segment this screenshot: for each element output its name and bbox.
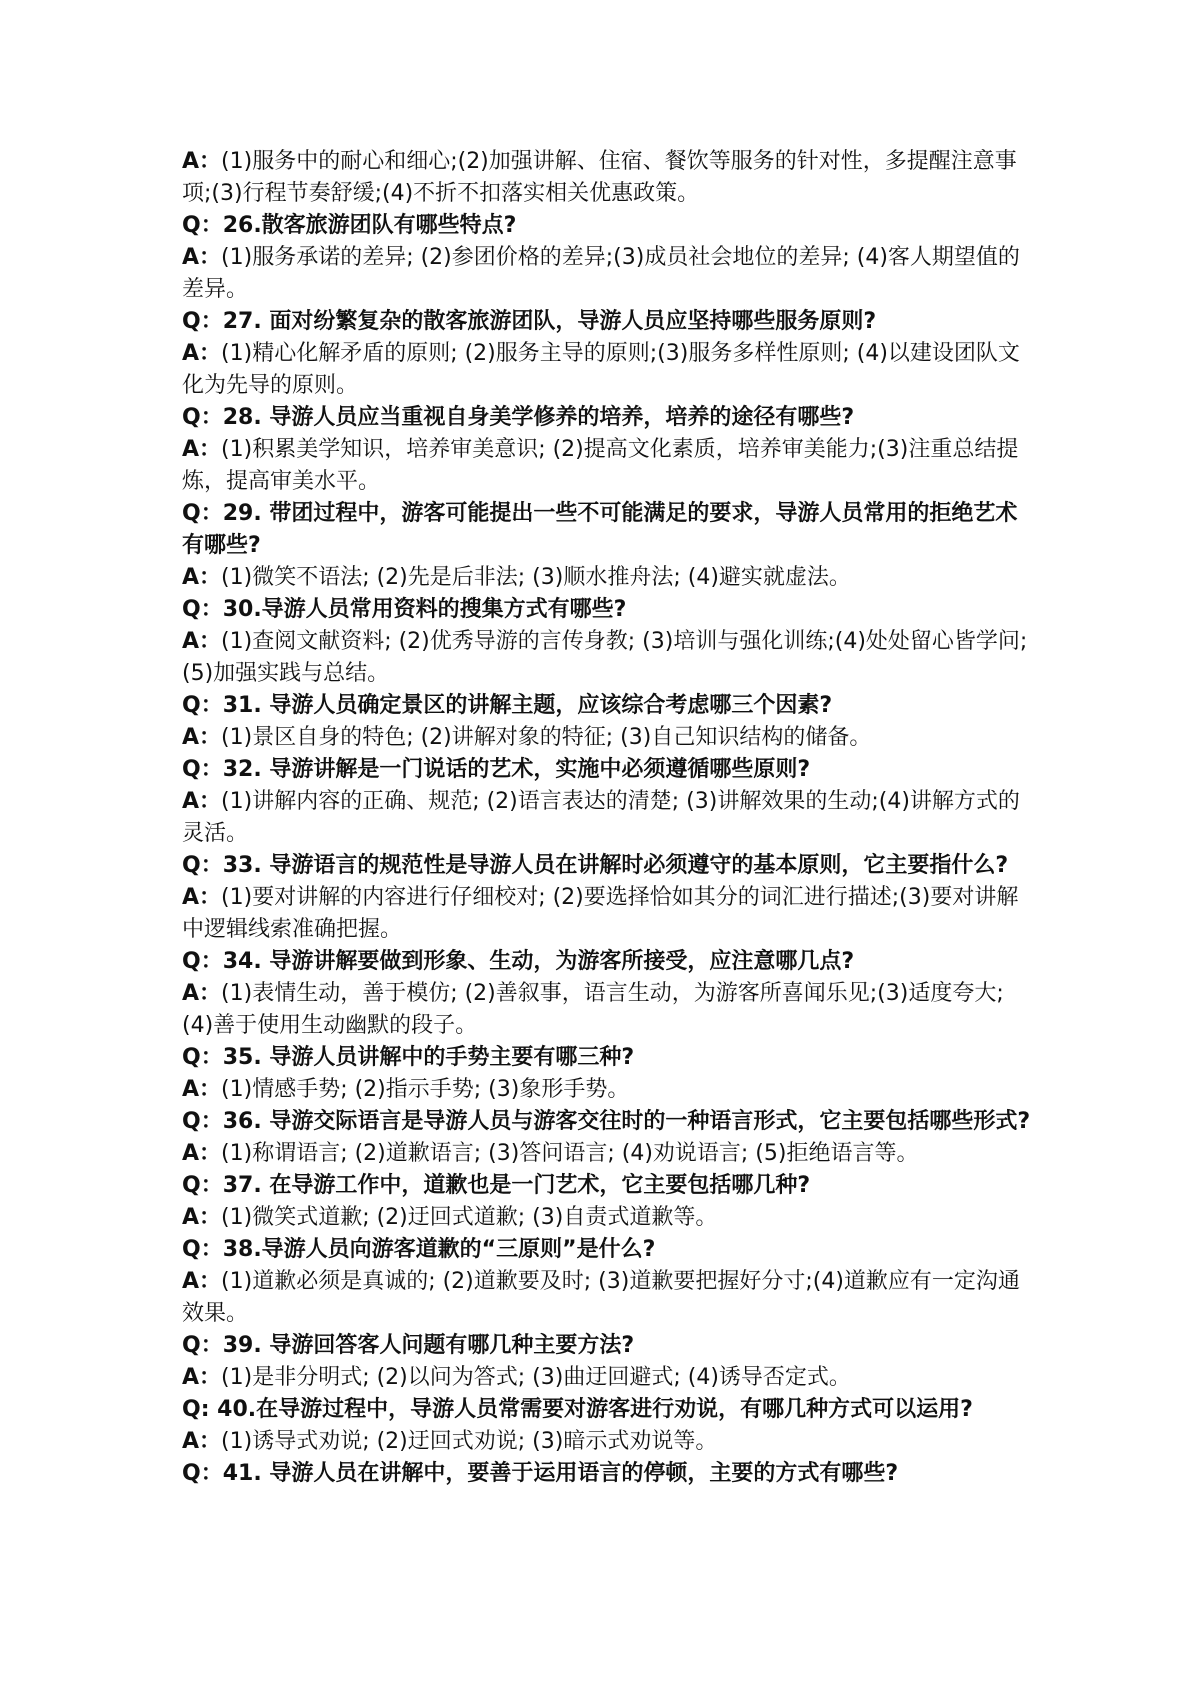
answer-prefix: A： bbox=[182, 1205, 222, 1230]
answer-line bbox=[182, 978, 1032, 1042]
answer-text: (1)是非分明式; (2)以问为答式; (3)曲迂回避式; (4)诱导否定式。 bbox=[221, 1365, 851, 1390]
answer-line bbox=[182, 146, 1032, 210]
question-text: 32. 导游讲解是一门说话的艺术，实施中必须遵循哪些原则? bbox=[222, 757, 811, 782]
answer-prefix: A： bbox=[182, 629, 222, 654]
question-prefix: Q： bbox=[182, 213, 223, 238]
question-prefix: Q： bbox=[182, 1461, 223, 1486]
question-prefix: Q： bbox=[182, 1173, 223, 1198]
question-text: 34. 导游讲解要做到形象、生动，为游客所接受，应注意哪几点? bbox=[222, 949, 855, 974]
answer-prefix: A： bbox=[182, 1269, 222, 1294]
question-prefix: Q： bbox=[182, 597, 223, 622]
question-line bbox=[182, 498, 1032, 562]
question-prefix: Q： bbox=[182, 853, 223, 878]
question-prefix: Q： bbox=[182, 949, 223, 974]
question-line bbox=[182, 1234, 1032, 1266]
answer-prefix: A： bbox=[182, 437, 222, 462]
answer-text: (1)查阅文献资料; (2)优秀导游的言传身教; (3)培训与强化训练;(4)处处留心皆学问; (5)加强实践与总结。 bbox=[182, 629, 1028, 686]
answer-prefix: A： bbox=[182, 1429, 222, 1454]
question-text: 29. 带团过程中，游客可能提出一些不可能满足的要求，导游人员常用的拒绝艺术有哪些? bbox=[182, 501, 1018, 558]
question-line bbox=[182, 1170, 1032, 1202]
question-text: 37. 在导游工作中，道歉也是一门艺术，它主要包括哪几种? bbox=[222, 1173, 811, 1198]
question-text: 33. 导游语言的规范性是导游人员在讲解时必须遵守的基本原则，它主要指什么? bbox=[222, 853, 1009, 878]
question-prefix: Q: bbox=[182, 1397, 218, 1422]
answer-line bbox=[182, 1266, 1032, 1330]
answer-line bbox=[182, 338, 1032, 402]
question-text: 40.在导游过程中，导游人员常需要对游客进行劝说，有哪几种方式可以运用? bbox=[217, 1397, 973, 1422]
answer-line bbox=[182, 1362, 1032, 1394]
question-prefix: Q： bbox=[182, 1237, 223, 1262]
answer-line bbox=[182, 626, 1032, 690]
question-prefix: Q： bbox=[182, 309, 223, 334]
answer-line bbox=[182, 1426, 1032, 1458]
question-prefix: Q： bbox=[182, 405, 223, 430]
question-line bbox=[182, 850, 1032, 882]
question-line bbox=[182, 946, 1032, 978]
question-text: 26.散客旅游团队有哪些特点? bbox=[222, 213, 517, 238]
question-text: 38.导游人员向游客道歉的“三原则”是什么? bbox=[222, 1237, 656, 1262]
question-line bbox=[182, 1106, 1032, 1138]
answer-line bbox=[182, 434, 1032, 498]
answer-text: (1)景区自身的特色; (2)讲解对象的特征; (3)自己知识结构的储备。 bbox=[221, 725, 872, 750]
answer-text: (1)微笑不语法; (2)先是后非法; (3)顺水推舟法; (4)避实就虚法。 bbox=[221, 565, 851, 590]
answer-line bbox=[182, 242, 1032, 306]
question-text: 36. 导游交际语言是导游人员与游客交往时的一种语言形式，它主要包括哪些形式? bbox=[222, 1109, 1031, 1134]
question-prefix: Q： bbox=[182, 501, 223, 526]
answer-prefix: A： bbox=[182, 341, 222, 366]
answer-text: (1)精心化解矛盾的原则; (2)服务主导的原则;(3)服务多样性原则; (4)以建设团队文化为先导的原则。 bbox=[182, 341, 1020, 398]
answer-text: (1)微笑式道歉; (2)迂回式道歉; (3)自责式道歉等。 bbox=[221, 1205, 718, 1230]
qa-content bbox=[182, 146, 1032, 1490]
answer-prefix: A： bbox=[182, 149, 222, 174]
answer-line bbox=[182, 722, 1032, 754]
answer-prefix: A： bbox=[182, 245, 222, 270]
answer-prefix: A： bbox=[182, 725, 222, 750]
question-line bbox=[182, 1394, 1032, 1426]
answer-prefix: A： bbox=[182, 981, 222, 1006]
question-text: 39. 导游回答客人问题有哪几种主要方法? bbox=[222, 1333, 635, 1358]
question-line bbox=[182, 754, 1032, 786]
question-line bbox=[182, 690, 1032, 722]
question-line bbox=[182, 1330, 1032, 1362]
question-text: 30.导游人员常用资料的搜集方式有哪些? bbox=[222, 597, 627, 622]
answer-text: (1)服务中的耐心和细心;(2)加强讲解、住宿、餐饮等服务的针对性，多提醒注意事项;(3)行程节奏舒缓;(4)不折不扣落实相关优惠政策。 bbox=[182, 149, 1017, 206]
answer-line bbox=[182, 1138, 1032, 1170]
answer-text: (1)服务承诺的差异; (2)参团价格的差异;(3)成员社会地位的差异; (4)客人期望值的差异。 bbox=[182, 245, 1020, 302]
question-prefix: Q： bbox=[182, 693, 223, 718]
answer-prefix: A： bbox=[182, 1141, 222, 1166]
answer-line bbox=[182, 562, 1032, 594]
question-line bbox=[182, 306, 1032, 338]
answer-text: (1)要对讲解的内容进行仔细校对; (2)要选择恰如其分的词汇进行描述;(3)要对讲解中逻辑线索准确把握。 bbox=[182, 885, 1019, 942]
question-line bbox=[182, 210, 1032, 242]
answer-text: (1)情感手势; (2)指示手势; (3)象形手势。 bbox=[221, 1077, 630, 1102]
answer-line bbox=[182, 882, 1032, 946]
question-prefix: Q： bbox=[182, 757, 223, 782]
question-line bbox=[182, 594, 1032, 626]
answer-text: (1)诱导式劝说; (2)迂回式劝说; (3)暗示式劝说等。 bbox=[221, 1429, 718, 1454]
answer-line bbox=[182, 1074, 1032, 1106]
answer-prefix: A： bbox=[182, 1077, 222, 1102]
question-text: 27. 面对纷繁复杂的散客旅游团队，导游人员应坚持哪些服务原则? bbox=[222, 309, 877, 334]
question-line bbox=[182, 1042, 1032, 1074]
question-line bbox=[182, 402, 1032, 434]
answer-text: (1)称谓语言; (2)道歉语言; (3)答问语言; (4)劝说语言; (5)拒绝语言等。 bbox=[221, 1141, 919, 1166]
answer-prefix: A： bbox=[182, 1365, 222, 1390]
answer-line bbox=[182, 1202, 1032, 1234]
answer-prefix: A： bbox=[182, 565, 222, 590]
answer-text: (1)积累美学知识，培养审美意识; (2)提高文化素质，培养审美能力;(3)注重总结提炼，提高审美水平。 bbox=[182, 437, 1019, 494]
answer-text: (1)表情生动，善于模仿; (2)善叙事，语言生动，为游客所喜闻乐见;(3)适度夸大; (4)善于使用生动幽默的段子。 bbox=[182, 981, 1004, 1038]
answer-text: (1)讲解内容的正确、规范; (2)语言表达的清楚; (3)讲解效果的生动;(4)讲解方式的灵活。 bbox=[182, 789, 1020, 846]
question-text: 41. 导游人员在讲解中，要善于运用语言的停顿，主要的方式有哪些? bbox=[222, 1461, 899, 1486]
question-text: 35. 导游人员讲解中的手势主要有哪三种? bbox=[222, 1045, 635, 1070]
question-text: 28. 导游人员应当重视自身美学修养的培养，培养的途径有哪些? bbox=[222, 405, 855, 430]
question-prefix: Q： bbox=[182, 1045, 223, 1070]
question-prefix: Q： bbox=[182, 1333, 223, 1358]
question-line bbox=[182, 1458, 1032, 1490]
answer-prefix: A： bbox=[182, 885, 222, 910]
question-prefix: Q： bbox=[182, 1109, 223, 1134]
answer-text: (1)道歉必须是真诚的; (2)道歉要及时; (3)道歉要把握好分寸;(4)道歉应有一定沟通效果。 bbox=[182, 1269, 1020, 1326]
answer-prefix: A： bbox=[182, 789, 222, 814]
question-text: 31. 导游人员确定景区的讲解主题，应该综合考虑哪三个因素? bbox=[222, 693, 833, 718]
answer-line bbox=[182, 786, 1032, 850]
